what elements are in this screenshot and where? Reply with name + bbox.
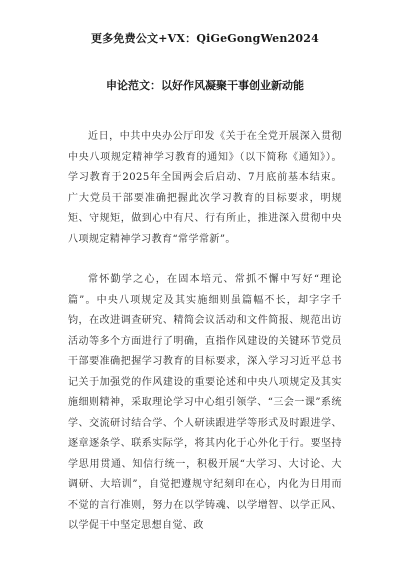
document-title: 申论范文：以好作风凝聚干事创业新动能 [106, 79, 304, 92]
paragraph-1: 近日，中共中央办公厅印发《关于在全党开展深入贯彻中央八项规定精神学习教育的通知》（以下简称《通知》）。学习教育于2025年全国两会后启动、7月底前基本结束。广大党员干部要准确把握此次学习教育的目标要求，明规矩、守规矩，做到心中有尺、行有所止，推进深入贯彻中央八项规定精神学习教育“常学常新”。 [68, 131, 342, 245]
paragraph-2: 常怀勤学之心，在固本培元、常抓不懈中写好“理论篇”。中央八项规定及其实施细则虽篇幅不长，却字字千钧，在改进调查研究、精简会议活动和文件简报、规范出访活动等多个方面进行了明确，直指作风建设的关键环节党员干部要准确把握学习教育的目标要求，深入学习习近平总书记关于加强党的作风建设的重要论述和中央八项规定及其实施细则精神，采取理论学习中心组引领学、“三会一课”系统学、交流研讨结合学、个人研读跟进学等形式及时跟进学、逐章逐条学、联系实际学，将其内化于心外化于行。要坚持学思用贯通、知信行统一，积极开展“大学习、大讨论、大调研、大培训”，自觉把遵规守纪刻印在心，内化为日用而不觉的言行准则，努力在以学铸魂、以学增智、以学正风、以学促干中坚定思想自觉、政 [68, 274, 342, 531]
header-watermark: 更多免费公文+VX：QiGeGongWen2024 [91, 32, 319, 45]
document-body [68, 127, 342, 537]
